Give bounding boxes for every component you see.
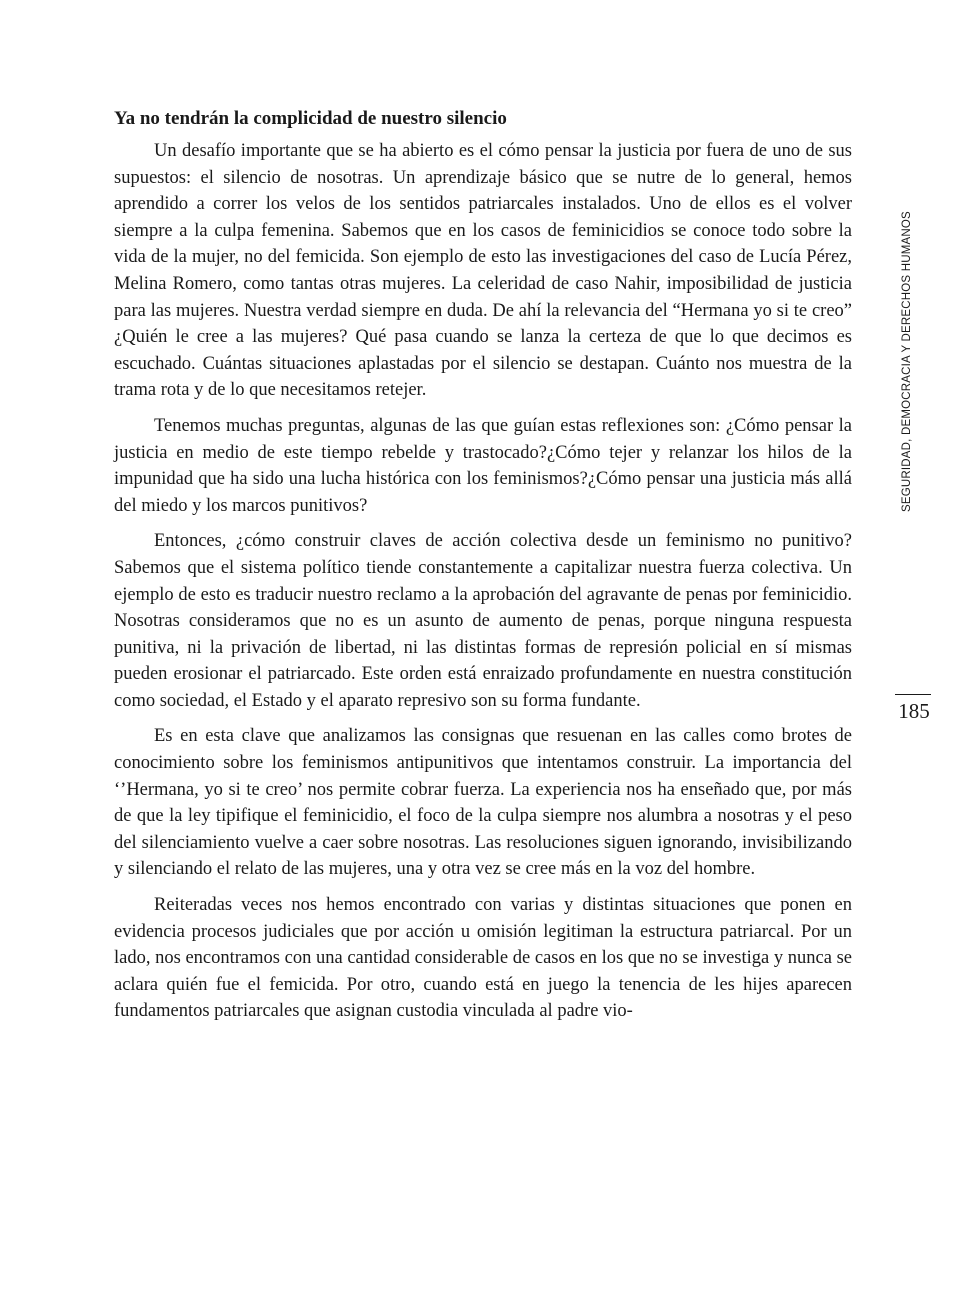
running-head: SEGURIDAD, DEMOCRACIA Y DERECHOS HUMANOS [901, 211, 913, 512]
page-number: 185 [898, 699, 930, 723]
paragraph-1: Un desafío importante que se ha abierto es el cómo pensar la justicia por fuera de uno de sus supuestos: el silencio de nosotras. Un aprendizaje básico que se nutre de lo general, hemos aprendido a correr los velos de los sentidos patriarcales instalados. Uno de ellos es el volver siempre a la culpa femenina. Sabemos que en los casos de feminicidios se conoce todo sobre la vida de la mujer, no del femicida. Son ejemplo de esto las investigaciones del caso de Lucía Pérez, Melina Romero, como tantas otras mujeres. La celeridad de caso Nahir, imposibilidad de justicia para las mujeres. Nuestra verdad siempre en duda. De ahí la relevancia del “Hermana yo si te creo” ¿Quién le cree a las mujeres? Qué pasa cuando se lanza la certeza de que lo que decimos es escuchado. Cuántas situaciones aplastadas por el silencio se destapan. Cuánto nos muestra de la trama rota y de lo que necesitamos retejer. [114, 141, 852, 401]
folio-rule [895, 694, 931, 695]
paragraph-3: Entonces, ¿cómo construir claves de acción colectiva desde un feminismo no punitivo? Sabemos que el sistema político tiende constantemente a capitalizar nuestra fuerza colectiva. Un ejemplo de esto es traducir nuestro reclamo a la aprobación del agravante de penas por feminicidio. Nosotras consideramos que no es un asunto de aumento de penas, porque ninguna respuesta punitiva, ni la privación de libertad, ni las distintas formas de represión policial en sí mismas pueden erosionar el patriarcado. Este orden está enraizado profundamente en nuestra constitución como sociedad, el Estado y el aparato represivo son su forma fundante. [114, 531, 852, 711]
paragraph-2: Tenemos muchas preguntas, algunas de las que guían estas reflexiones son: ¿Cómo pensar la justicia en medio de este tiempo rebelde y trastocado?¿Cómo tejer y relanzar los hilos de la impunidad que ha sido una lucha histórica con los feminismos?¿Cómo pensar una justicia más allá del miedo y los marcos punitivos? [114, 415, 852, 516]
paragraph-4: Es en esta clave que analizamos las consignas que resuenan en las calles como brotes de conocimiento sobre los feminismos antipunitivos que intentamos construir. La importancia del ‘’Hermana, yo si te creo’ nos permite cobrar fuerza. La experiencia nos ha enseñado que, por más de que la ley tipifique el feminicidio, el foco de la culpa siempre nos alumbra a nosotras y el peso del silenciamiento vuelve a caer sobre nosotras. Las resoluciones siguen ignorando, invisibilizando y silenciando el relato de las mujeres, una y otra vez se cree más en la voz del hombre. [114, 726, 852, 880]
section-heading: Ya no tendrán la complicidad de nuestro silencio [114, 108, 507, 129]
paragraph-5: Reiteradas veces nos hemos encontrado con varias y distintas situaciones que ponen en evidencia procesos judiciales que por acción u omisión legitiman la estructura patriarcal. Por un lado, nos encontramos con una cantidad considerable de casos en los que no se investiga y nunca se aclara quién fue el femicida. Por otro, cuando está en juego la tenencia de les hijes aparecen fundamentos patriarcales que asignan custodia vinculada al padre vio- [114, 895, 852, 1022]
page-body [114, 106, 852, 1034]
